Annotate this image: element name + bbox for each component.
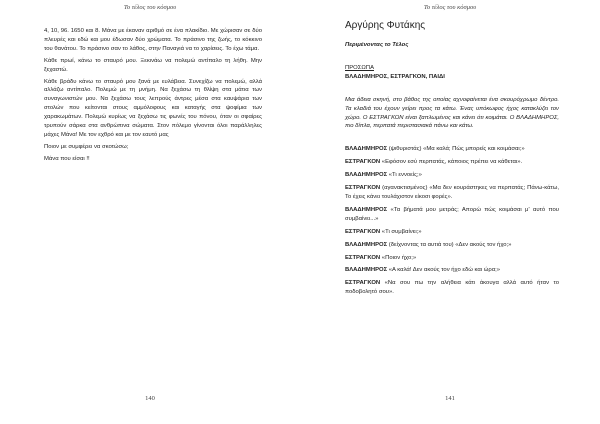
- speaker-name: ΕΣΤΡΑΓΚΟΝ: [345, 185, 381, 192]
- page-number: 141: [445, 395, 455, 402]
- stage-direction: Μια άδεια σκηνή, στο βάθος της οποίας αχνοφαίνεται ένα σκουρόχρωμο δέντρο. Τα κλαδιά του έχουν γείρει προς τα κάτω. Ένας υπόκωφος ήχος κατακλύζει τον χώρο. Ο ΕΣΤΡΑΓΚΟΝ είναι ξαπλωμένος και κάνει ότι κοιμάται. Ο ΒΛΑΔΗΜΗΡΟΣ, πιο δίπλα, περπατά περιστασιακά πάνω και κάτω.: [345, 96, 559, 130]
- speaker-name: ΒΛΑΔΗΜΗΡΟΣ: [345, 267, 388, 274]
- dialogue-text: «Να σου πω την αλήθεια κάτι άκουγα αλλά αυτό ήταν το ποδοβολητό σου».: [345, 280, 559, 296]
- dialogue-text: (δείχνοντας τα αυτιά του) «Δεν ακούς τον ήχο;»: [387, 241, 512, 248]
- running-header: Το τέλος του κόσμου: [423, 4, 477, 11]
- dialogue-text: «Τι εννοείς;»: [387, 172, 422, 179]
- right-page: [300, 0, 600, 424]
- dialogue-text: «Εφόσον εσύ περπατάς, κάποιος πρέπει να κάθεται».: [380, 159, 523, 166]
- page-body: [345, 20, 559, 301]
- paragraph: Κάθε πρωί, κάνω το σταυρό μου. Ξεκινάω να πολεμώ αντίπαλο τη λήθη. Μην ξεχαστώ.: [44, 57, 262, 73]
- speaker-name: ΕΣΤΡΑΓΚΟΝ: [345, 254, 381, 261]
- author-name: Αργύρης Φυτάκης: [345, 20, 426, 31]
- characters-list: ΒΛΑΔΗΜΗΡΟΣ, ΕΣΤΡΑΓΚΟΝ, ΠΑΙΔΙ: [345, 73, 445, 80]
- running-header: Το τέλος του κόσμου: [123, 4, 177, 11]
- dialogue-line: [345, 184, 559, 202]
- speaker-name: ΕΣΤΡΑΓΚΟΝ: [345, 159, 381, 166]
- paragraph: Ποιον με συμφέρει να σκοτώσω;: [44, 143, 129, 150]
- play-title: Περιμένοντας το Τέλος: [345, 42, 409, 48]
- dialogue-text: «Τα βήματά μου μετράς; Απορώ πώς κοιμάσαι μ' αυτό που συμβαίνει...»: [345, 206, 559, 222]
- dialogue-text: (αγανακτισμένος) «Μα δεν κουράστηκες να περπατάς; Πάνω-κάτω, Το έχεις κάνει τουλάχιστον είκοσι φορές».: [345, 185, 559, 200]
- page-body: [44, 27, 262, 167]
- dialogue-text: «Τι συμβαίνει;»: [380, 228, 422, 235]
- paragraph: Μάνα που είσαι !!: [44, 155, 90, 162]
- characters-heading: ΠΡΟΣΩΠΑ: [345, 64, 374, 71]
- dialogue-line: [345, 145, 559, 154]
- dialogue-text: «Ποιον ήχο;»: [380, 254, 417, 261]
- speaker-name: ΒΛΑΔΗΜΗΡΟΣ: [345, 241, 388, 248]
- dialogue-line: [345, 206, 559, 224]
- speaker-name: ΒΛΑΔΗΜΗΡΟΣ: [345, 172, 388, 179]
- dialogue-line: [345, 279, 559, 297]
- paragraph: Κάθε βράδυ κάνω το σταυρό μου ξανά με ευλάβεια. Συνεχίζω να πολεμώ, αλλά αλλάζω αντίπαλο. Πολεμώ με τη μνήμη. Να ξεχάσω τη θλίψη στα μάτια των συναγωνιστών μου. Να ξεχάσω τους λεπρούς άντρες μέσα στα καυψάρια των στολών που κείτονται στους αμμόλοφους και καταγής στα ψοφίμια των χαρακωμάτων. Πολεμώ κυρίως να ξεχάσω τις φωνές του πόνου, όταν οι σφαίρες τρυπούν σάρκα στα ανθρώπινα σώματα. Στον πόλεμο γίνονται όλοι παράλληλες μάχες Μάνα! Με τον εχθρό και με τον εαυτό μας: [44, 78, 262, 138]
- dialogue-line: [345, 241, 559, 250]
- dialogue-line: [345, 254, 559, 263]
- page-number: 140: [145, 395, 155, 402]
- speaker-name: ΒΛΑΔΗΜΗΡΟΣ: [345, 206, 388, 213]
- dialogue-line: [345, 228, 559, 237]
- dialogue-line: [345, 171, 559, 180]
- dialogue-text: (ψιθυριστάς) «Μα καλά; Πώς μπορείς και κοιμάσαι;»: [387, 146, 525, 153]
- speaker-name: ΒΛΑΔΗΜΗΡΟΣ: [345, 146, 388, 153]
- dialogue-line: [345, 266, 559, 275]
- dialogue-line: [345, 158, 559, 167]
- paragraph: 4, 10, 96. 1650 και 8. Μάνα με έκαναν αριθμό σε ένα πλακίδιο. Με χώρισαν σε δύο πλευρές και εδώ και μου έδωσαν δύο χρώματα. Το πράσινο της ζωής, το κόκκινο του θανάτου. Το πράσινο σαν το λάθος, στην Παναγιά να το χαρίσεις. Το έχω τάμα.: [44, 28, 262, 52]
- dialogue-text: «Α καλά! Δεν ακούς τον ήχο εδώ και ώρα;»: [387, 267, 501, 274]
- speaker-name: ΕΣΤΡΑΓΚΟΝ: [345, 228, 381, 235]
- speaker-name: ΕΣΤΡΑΓΚΟΝ: [345, 280, 381, 287]
